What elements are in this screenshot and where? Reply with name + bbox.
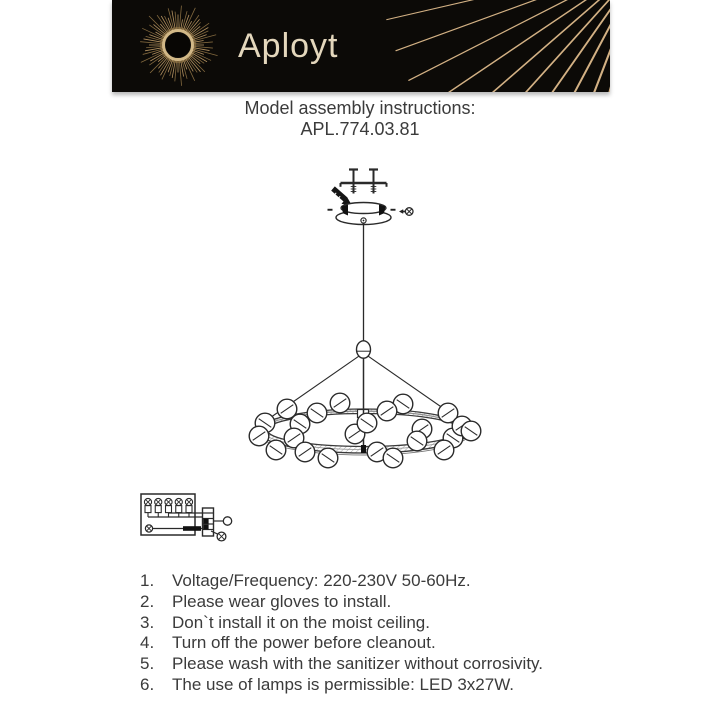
sunburst-logo-icon — [140, 6, 217, 86]
item-text: The use of lamps is permissible: LED 3x27W. — [172, 674, 515, 694]
item-number: 2. — [140, 591, 155, 611]
lamp-bulbs — [249, 393, 481, 468]
brand-banner — [112, 0, 610, 92]
mounting-bracket-icon — [341, 183, 387, 187]
list-item — [140, 592, 610, 613]
ring-terminal-icon — [223, 517, 231, 525]
fixing-screw-icon — [217, 532, 226, 541]
model-number: APL.774.03.81 — [300, 119, 420, 139]
banner-art — [112, 0, 610, 92]
item-number: 4. — [140, 633, 155, 653]
terminal-screws — [144, 498, 192, 517]
page-title — [0, 98, 720, 140]
ground-screw-icon — [145, 525, 152, 532]
list-item — [140, 571, 610, 592]
item-number: 5. — [140, 654, 155, 674]
side-screw-icon — [399, 208, 413, 216]
brand-name: Aployt — [238, 26, 339, 65]
item-text: Turn off the power before cleanout. — [172, 633, 436, 653]
chandelier-assembly-drawing — [230, 160, 500, 500]
item-text: Please wash with the sanitizer without corrosivity. — [172, 654, 544, 674]
item-text: Don`t install it on the moist ceiling. — [172, 612, 430, 632]
gold-rays-icon — [387, 0, 610, 92]
cable-grip-icon — [357, 341, 371, 358]
list-item — [140, 613, 610, 634]
item-number: 1. — [140, 571, 155, 590]
rod-clamp-front — [361, 445, 366, 453]
mounting-bolts-icon — [349, 170, 378, 194]
item-number: 6. — [140, 674, 155, 694]
item-text: Please wear gloves to install. — [172, 591, 392, 611]
list-item — [140, 675, 610, 696]
item-text: Voltage/Frequency: 220-230V 50-60Hz. — [172, 571, 471, 590]
title-line: Model assembly instructions: — [244, 98, 476, 118]
ceiling-canopy-icon — [328, 203, 396, 225]
wiring-connection-drawing — [135, 483, 243, 545]
item-number: 3. — [140, 612, 155, 632]
instruction-list — [140, 571, 610, 696]
list-item — [140, 654, 610, 675]
list-item — [140, 633, 610, 654]
